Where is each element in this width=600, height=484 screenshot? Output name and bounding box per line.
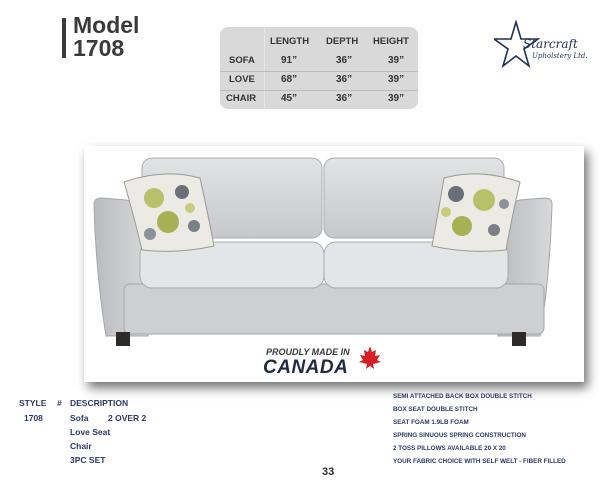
toss-pillow-right xyxy=(432,174,520,252)
sofa-depth: 36” xyxy=(336,55,353,66)
brand-name: Starcraft xyxy=(523,37,578,51)
maple-leaf-icon xyxy=(357,344,383,372)
row-separator xyxy=(220,90,418,91)
sofa-length: 91” xyxy=(281,55,298,66)
love-length: 68” xyxy=(281,74,298,85)
description-item: Love Seat xyxy=(70,427,111,437)
model-number: 1708 xyxy=(73,35,125,61)
love-height: 39” xyxy=(388,74,405,85)
canada-label: CANADA xyxy=(263,357,349,378)
description-header: DESCRIPTION xyxy=(70,398,129,408)
brand-subtitle: Upholstery Ltd. xyxy=(532,52,588,60)
made-in-label: PROUDLY MADE IN xyxy=(266,347,350,357)
feature-item: SPRING SINUOUS SPRING CONSTRUCTION xyxy=(393,432,526,439)
description-item: Sofa xyxy=(70,413,89,423)
sofa-detail: 2 OVER 2 xyxy=(108,413,147,423)
table-divider xyxy=(264,27,265,109)
column-header-height: HEIGHT xyxy=(373,36,409,47)
row-separator xyxy=(220,71,418,72)
description-item: 3PC SET xyxy=(70,455,106,465)
chair-length: 45” xyxy=(281,93,298,104)
love-depth: 36” xyxy=(336,74,353,85)
chair-height: 39” xyxy=(388,93,405,104)
feature-item: 2 TOSS PILLOWS AVAILABLE 20 X 20 xyxy=(393,445,506,452)
chair-depth: 36” xyxy=(336,93,353,104)
model-label: Model xyxy=(73,12,140,38)
column-header-depth: DEPTH xyxy=(326,36,359,47)
feature-item: SEMI ATTACHED BACK BOX DOUBLE STITCH xyxy=(393,393,532,400)
page-number: 33 xyxy=(322,466,335,478)
row-label-love: LOVE xyxy=(229,74,255,85)
style-number: 1708 xyxy=(24,413,43,423)
row-label-sofa: SOFA xyxy=(229,55,255,66)
feature-item: SEAT FOAM 1.9LB FOAM xyxy=(393,419,469,426)
dimension-table xyxy=(220,27,418,109)
style-header: STYLE xyxy=(19,398,47,408)
feature-item: YOUR FABRIC CHOICE WITH SELF WELT - FIBER FILLED xyxy=(393,458,566,465)
column-header-length: LENGTH xyxy=(270,36,310,47)
model-accent-bar xyxy=(62,18,66,58)
row-label-chair: CHAIR xyxy=(226,93,257,104)
description-item: Chair xyxy=(70,441,92,451)
sofa-height: 39” xyxy=(388,55,405,66)
feature-item: BOX SEAT DOUBLE STITCH xyxy=(393,406,478,413)
number-header: # xyxy=(57,398,62,408)
